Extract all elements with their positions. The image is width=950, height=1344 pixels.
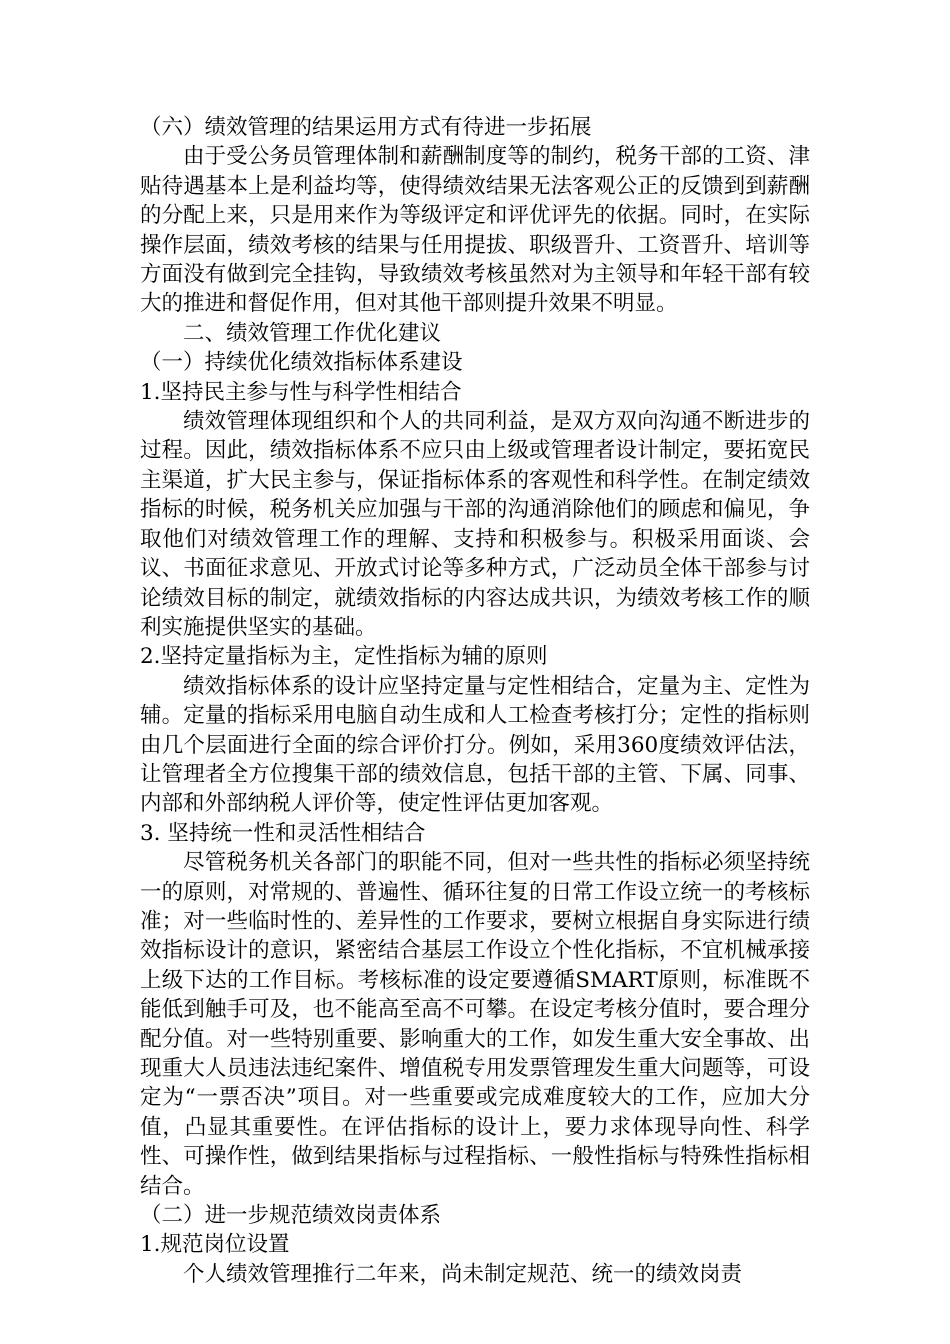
paragraph-salary-limits: 由于受公务员管理体制和薪酬制度等的制约，税务干部的工资、津贴待遇基本上是利益均等，使得绩效结果无法客观公正的反馈到到薪酬的分配上来，只是用来作为等级评定和评优评先的依据。同时，在实际操作层面，绩效考核的结果与任用提拔、职级晋升、工资晋升、培训等方面没有做到完全挂钩，导致绩效考核虽然对为主领导和年轻干部有较大的推进和督促作用，但对其他干部则提升效果不明显。 (140, 144, 810, 317)
subheading-1-democratic: 1.坚持民主参与性与科学性相结合 (140, 379, 462, 405)
document-page (140, 113, 810, 1289)
subheading-2-quantitative: 2.坚持定量指标为主，定性指标为辅的原则 (140, 644, 548, 670)
section-heading-1: （一）持续优化绩效指标体系建设 (140, 350, 463, 376)
chapter-heading-2: 二、绩效管理工作优化建议 (183, 320, 442, 346)
paragraph-positions: 个人绩效管理推行二年来，尚未制定规范、统一的绩效岗责 (183, 1261, 743, 1287)
subheading-1-positions: 1.规范岗位设置 (140, 1232, 290, 1258)
paragraph-quantitative: 绩效指标体系的设计应坚持定量与定性相结合，定量为主、定性为辅。定量的指标采用电脑自动生成和人工检查考核打分；定性的指标则由几个层面进行全面的综合评价打分。例如，采用360度绩效评估法，让管理者全方位搜集干部的绩效信息，包括干部的主管、下属、同事、内部和外部纳税人评价等，使定性评估更加客观。 (140, 673, 810, 817)
paragraph-unity: 尽管税务机关各部门的职能不同，但对一些共性的指标必须坚持统一的原则，对常规的、普遍性、循环往复的日常工作设立统一的考核标准；对一些临时性的、差异性的工作要求，要树立根据自身实际进行绩效指标设计的意识，紧密结合基层工作设立个性化指标，不宜机械承接上级下达的工作目标。考核标准的设定要遵循SMART原则，标准既不能低到触手可及，也不能高至高不可攀。在设定考核分值时，要合理分配分值。对一些特别重要、影响重大的工作，如发生重大安全事故、出现重大人员违法违纪案件、增值税专用发票管理发生重大问题等，可设定为“一票否决”项目。对一些重要或完成难度较大的工作，应加大分值，凸显其重要性。在评估指标的设计上，要力求体现导向性、科学性、可操作性，做到结果指标与过程指标、一般性指标与特殊性指标相结合。 (140, 850, 810, 1199)
paragraph-democratic: 绩效管理体现组织和个人的共同利益，是双方双向沟通不断进步的过程。因此，绩效指标体系不应只由上级或管理者设计制定，要拓宽民主渠道，扩大民主参与，保证指标体系的客观性和科学性。在制定绩效指标的时候，税务机关应加强与干部的沟通消除他们的顾虑和偏见，争取他们对绩效管理工作的理解、支持和积极参与。积极采用面谈、会议、书面征求意见、开放式讨论等多种方式，广泛动员全体干部参与讨论绩效目标的制定，就绩效指标的内容达成共识，为绩效考核工作的顺利实施提供坚实的基础。 (140, 409, 810, 640)
section-heading-6: （六）绩效管理的结果运用方式有待进一步拓展 (140, 115, 592, 140)
section-heading-2: （二）进一步规范绩效岗责体系 (140, 1203, 442, 1229)
subheading-3-unity: 3. 坚持统一性和灵活性相结合 (140, 820, 426, 846)
